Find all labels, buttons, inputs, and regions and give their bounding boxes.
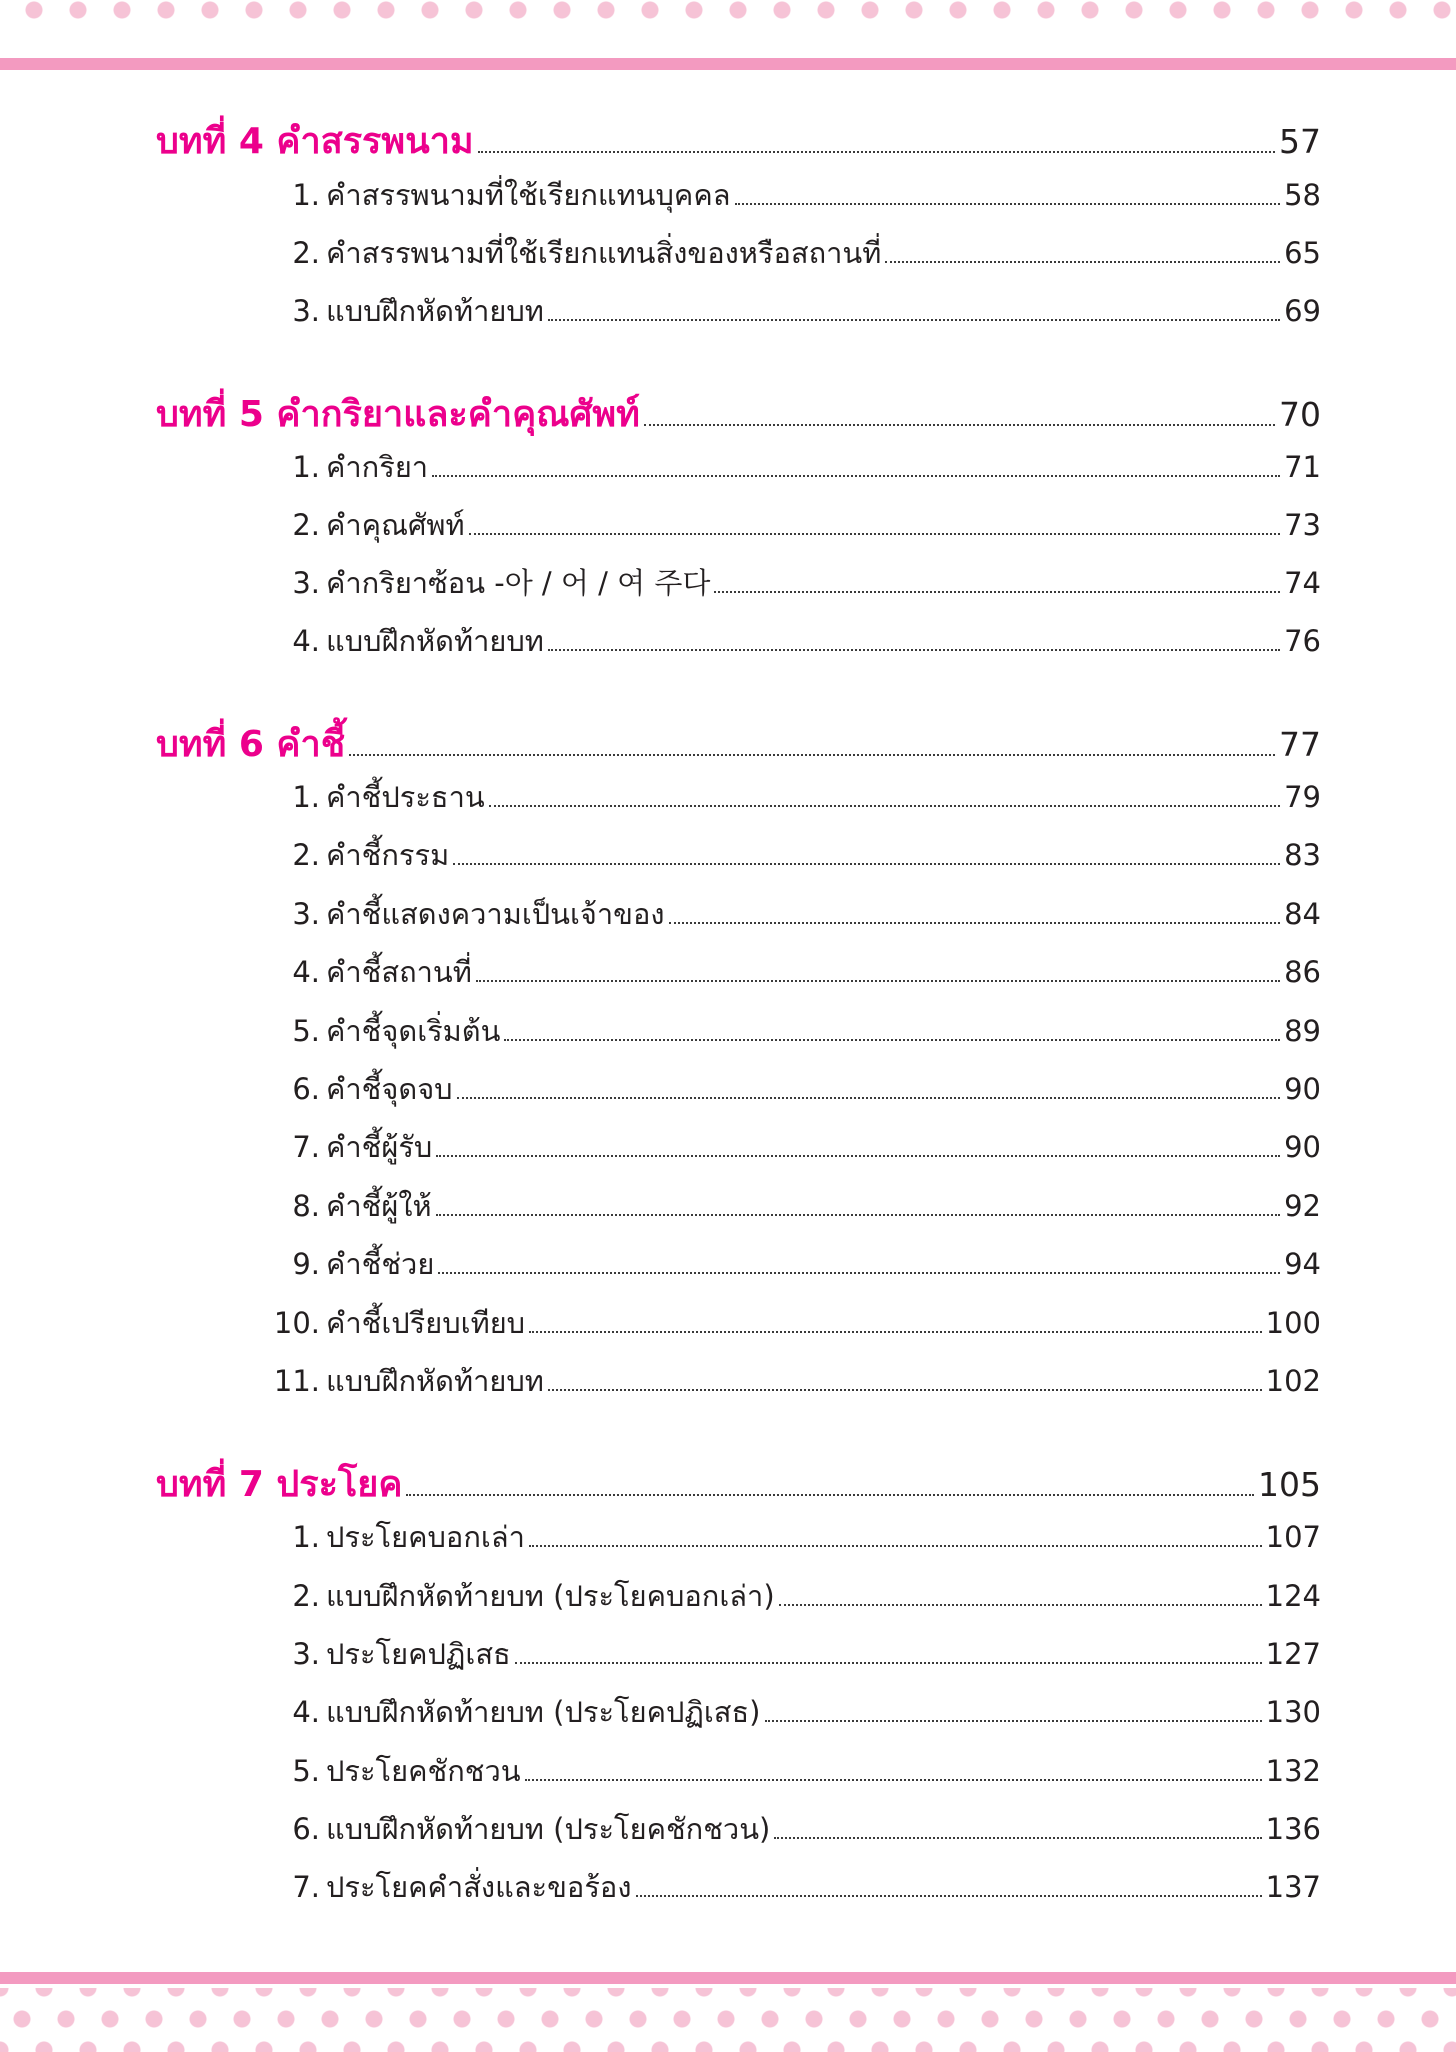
entry-number: 1. [292,450,320,484]
entry-number: 2. [292,838,320,872]
page-number: 65 [1284,236,1321,270]
entry-text: คำคุณศัพท์ [326,508,465,542]
entry-text: คำชี้ผู้ให้ [326,1189,432,1223]
dot-leader [779,1604,1262,1606]
page-number: 90 [1284,1072,1321,1106]
entry-number: 3. [292,897,320,931]
dot-leader [529,1331,1262,1333]
entry-text: คำชี้จุดเริ่มต้น [326,1014,501,1048]
page-number: 76 [1284,624,1321,658]
entry-number: 9. [292,1247,320,1281]
page-number: 90 [1284,1130,1321,1164]
entry-text: คำชี้เปรียบเทียบ [326,1306,526,1340]
dot-leader [436,1155,1280,1157]
dot-leader [525,1779,1262,1781]
page-number: 94 [1284,1247,1321,1281]
dot-leader [529,1545,1262,1547]
toc-entry[interactable] [268,949,1321,995]
chapter-5-row[interactable] [156,385,1321,442]
toc-entry[interactable] [268,1124,1321,1170]
page-number: 71 [1284,450,1321,484]
page-number: 100 [1265,1306,1321,1340]
entry-text: คำชี้ผู้รับ [326,1130,433,1164]
entry-number: 5. [292,1754,320,1788]
page-number: 89 [1284,1014,1321,1048]
chapter-6-row[interactable] [156,715,1321,772]
entry-text: คำชี้จุดจบ [326,1072,453,1106]
toc-entry[interactable] [268,1008,1321,1054]
entry-number: 7. [292,1870,320,1904]
page-number: 102 [1265,1364,1321,1398]
dot-leader [457,1097,1281,1099]
dot-leader [478,151,1275,153]
page-number: 127 [1265,1637,1321,1671]
entry-text: แบบฝึกหัดท้ายบท [326,1364,544,1398]
entry-text: คำกริยา [326,450,429,484]
page-number: 73 [1284,508,1321,542]
dot-leader [436,1214,1280,1216]
bottom-pink-band [0,1972,1456,1984]
toc-entry[interactable] [268,891,1321,937]
chapter-7-row[interactable] [156,1455,1321,1512]
dot-leader [548,649,1280,651]
chapter-title: บทที่ 6 คำชี้ [156,724,346,765]
entry-text: คำชี้กรรม [326,838,450,872]
page-number: 136 [1265,1812,1321,1846]
entry-text: คำกริยาซ้อน -아 / 어 / 여 주다 [326,566,711,600]
toc-entry[interactable] [268,230,1321,276]
page-number: 105 [1258,1465,1321,1504]
entry-number: 1. [292,1520,320,1554]
chapter-4-row[interactable] [156,112,1321,169]
entry-text: แบบฝึกหัดท้ายบท (ประโยคชักชวน) [326,1812,771,1846]
entry-text: คำสรรพนามที่ใช้เรียกแทนสิ่งของหรือสถานที่ [326,236,882,270]
entry-number: 2. [292,236,320,270]
entry-text: ประโยคบอกเล่า [326,1520,525,1554]
entry-text: แบบฝึกหัดท้ายบท (ประโยคบอกเล่า) [326,1579,775,1613]
entry-number: 3. [292,294,320,328]
dot-leader [774,1837,1261,1839]
entry-number: 4. [292,624,320,658]
toc-entry[interactable] [268,1514,1321,1560]
dot-leader [489,805,1280,807]
entry-number: 4. [292,1695,320,1729]
entry-text: ประโยคชักชวน [326,1754,521,1788]
entry-number: 6. [292,1072,320,1106]
toc-entry[interactable] [268,1748,1321,1794]
entry-number: 1. [292,780,320,814]
entry-text: คำชี้แสดงความเป็นเจ้าของ [326,897,665,931]
entry-number: 6. [292,1812,320,1846]
page-number: 57 [1279,122,1321,161]
dot-leader [504,1039,1280,1041]
dot-leader [469,533,1280,535]
toc-entry[interactable] [268,1631,1321,1677]
bottom-dot-pattern [0,1988,1456,2052]
page-number: 107 [1265,1520,1321,1554]
entry-number: 2. [292,1579,320,1613]
dot-leader [548,1389,1262,1391]
page-number: 84 [1284,897,1321,931]
dot-leader [432,475,1280,477]
toc-entry[interactable] [268,502,1321,548]
entry-number: 3. [292,1637,320,1671]
toc-entry[interactable] [268,1358,1321,1404]
dot-leader [349,754,1275,756]
page-number: 74 [1284,566,1321,600]
toc-entry[interactable] [268,1183,1321,1229]
entry-number: 4. [292,955,320,989]
page-number: 79 [1284,780,1321,814]
page-number: 58 [1284,178,1321,212]
entry-text: ประโยคคำสั่งและขอร้อง [326,1870,632,1904]
dot-leader [735,203,1281,205]
toc-entry[interactable] [268,1066,1321,1112]
dot-leader [669,922,1281,924]
dot-leader [515,1662,1262,1664]
entry-text: คำสรรพนามที่ใช้เรียกแทนบุคคล [326,178,731,212]
dot-leader [714,591,1280,593]
toc-entry[interactable] [268,1689,1321,1735]
page-number: 92 [1284,1189,1321,1223]
dot-leader [438,1272,1280,1274]
dot-leader [885,261,1280,263]
toc-entry[interactable] [268,288,1321,334]
toc-entry[interactable] [268,1241,1321,1287]
toc-entry[interactable] [268,618,1321,664]
dot-leader [636,1895,1262,1897]
page-number: 130 [1265,1695,1321,1729]
chapter-title: บทที่ 7 ประโยค [156,1464,403,1505]
entry-text: ประโยคปฏิเสธ [326,1637,511,1671]
toc-entry[interactable] [268,1300,1321,1346]
dot-leader [453,863,1280,865]
entry-number: 5. [292,1014,320,1048]
toc-entry[interactable] [268,1864,1321,1910]
page-number: 124 [1265,1579,1321,1613]
entry-text: คำชี้สถานที่ [326,955,472,989]
entry-number: 8. [292,1189,320,1223]
entry-text: คำชี้ช่วย [326,1247,435,1281]
entry-number: 1. [292,178,320,212]
toc-entry[interactable] [268,444,1321,490]
toc-entry[interactable] [268,172,1321,218]
toc-entry[interactable] [268,560,1321,606]
entry-number: 2. [292,508,320,542]
entry-text: คำชี้ประธาน [326,780,485,814]
entry-text: แบบฝึกหัดท้ายบท (ประโยคปฏิเสธ) [326,1695,761,1729]
dot-leader [644,424,1275,426]
entry-text: แบบฝึกหัดท้ายบท [326,624,544,658]
toc-entry[interactable] [268,1573,1321,1619]
toc-entry[interactable] [268,774,1321,820]
dot-leader [548,319,1280,321]
page-number: 132 [1265,1754,1321,1788]
chapter-title: บทที่ 5 คำกริยาและคำคุณศัพท์ [156,394,640,435]
toc-entry[interactable] [268,1806,1321,1852]
chapter-title: บทที่ 4 คำสรรพนาม [156,121,474,162]
dot-leader [406,1494,1254,1496]
page-number: 137 [1265,1870,1321,1904]
page-number: 77 [1279,725,1321,764]
page-number: 70 [1279,395,1321,434]
page-number: 69 [1284,294,1321,328]
entry-number: 11. [273,1364,320,1398]
dot-leader [765,1720,1262,1722]
toc-entry[interactable] [268,832,1321,878]
dot-leader [476,980,1280,982]
entry-number: 7. [292,1130,320,1164]
entry-number: 3. [292,566,320,600]
entry-text: แบบฝึกหัดท้ายบท [326,294,544,328]
page-number: 86 [1284,955,1321,989]
page-number: 83 [1284,838,1321,872]
entry-number: 10. [273,1306,320,1340]
